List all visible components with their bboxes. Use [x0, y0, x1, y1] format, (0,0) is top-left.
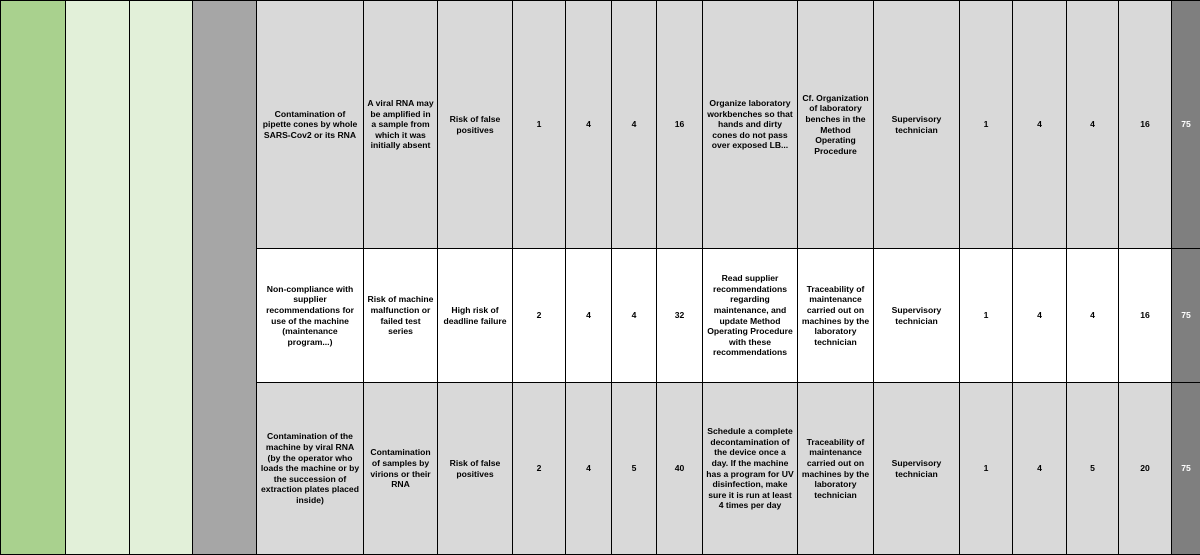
- corrective-action-cell: Read supplier recommendations regarding maintenance, and update Method Operating Procedure with these recommendations: [703, 249, 798, 383]
- occurrence-after-cell: 4: [1013, 249, 1067, 383]
- table-row: [1, 1, 1200, 249]
- sub-process-cell: [66, 1, 130, 555]
- corrective-action-cell: Schedule a complete decontamination of the device once a day. If the machine has a program for UV disinfection, make sure it is run at least 4 times per day: [703, 383, 798, 555]
- gravity-after-cell: 1: [960, 383, 1013, 555]
- occurrence-cell: 4: [566, 383, 612, 555]
- operation-cell: [130, 1, 193, 555]
- verification-cell: Traceability of maintenance carried out on machines by the laboratory technician: [798, 383, 874, 555]
- effect-cell: High risk of deadline failure: [438, 249, 513, 383]
- responsible-cell: Supervisory technician: [874, 383, 960, 555]
- occurrence-after-cell: 4: [1013, 383, 1067, 555]
- score-cell: 75: [1172, 383, 1200, 555]
- criticality-cell: 16: [657, 1, 703, 249]
- gravity-after-cell: 1: [960, 249, 1013, 383]
- responsible-cell: Supervisory technician: [874, 1, 960, 249]
- occurrence-after-cell: 4: [1013, 1, 1067, 249]
- score-cell: 75: [1172, 249, 1200, 383]
- verification-cell: Traceability of maintenance carried out on machines by the laboratory technician: [798, 249, 874, 383]
- gravity-cell: 2: [513, 383, 566, 555]
- criticality-cell: 32: [657, 249, 703, 383]
- gravity-cell: 2: [513, 249, 566, 383]
- gravity-cell: 1: [513, 1, 566, 249]
- responsible-cell: Supervisory technician: [874, 249, 960, 383]
- corrective-action-cell: Organize laboratory workbenches so that hands and dirty cones do not pass over exposed LB...: [703, 1, 798, 249]
- cause-cell: Contamination of samples by virions or their RNA: [364, 383, 438, 555]
- process-step-cell: [1, 1, 66, 555]
- occurrence-cell: 4: [566, 1, 612, 249]
- gravity-after-cell: 1: [960, 1, 1013, 249]
- effect-cell: Risk of false positives: [438, 383, 513, 555]
- detection-after-cell: 4: [1067, 1, 1119, 249]
- detection-cell: 4: [612, 1, 657, 249]
- detection-cell: 4: [612, 249, 657, 383]
- failure-mode-cell: Non-compliance with supplier recommendations for use of the machine (maintenance program...): [257, 249, 364, 383]
- cause-cell: A viral RNA may be amplified in a sample from which it was initially absent: [364, 1, 438, 249]
- category-cell: [193, 1, 257, 555]
- criticality-after-cell: 16: [1119, 1, 1172, 249]
- score-cell: 75: [1172, 1, 1200, 249]
- criticality-after-cell: 20: [1119, 383, 1172, 555]
- detection-after-cell: 5: [1067, 383, 1119, 555]
- detection-cell: 5: [612, 383, 657, 555]
- failure-mode-cell: Contamination of pipette cones by whole SARS-Cov2 or its RNA: [257, 1, 364, 249]
- criticality-cell: 40: [657, 383, 703, 555]
- criticality-after-cell: 16: [1119, 249, 1172, 383]
- detection-after-cell: 4: [1067, 249, 1119, 383]
- verification-cell: Cf. Organization of laboratory benches in the Method Operating Procedure: [798, 1, 874, 249]
- occurrence-cell: 4: [566, 249, 612, 383]
- effect-cell: Risk of false positives: [438, 1, 513, 249]
- failure-mode-cell: Contamination of the machine by viral RNA (by the operator who loads the machine or by the succession of extraction plates placed inside): [257, 383, 364, 555]
- cause-cell: Risk of machine malfunction or failed test series: [364, 249, 438, 383]
